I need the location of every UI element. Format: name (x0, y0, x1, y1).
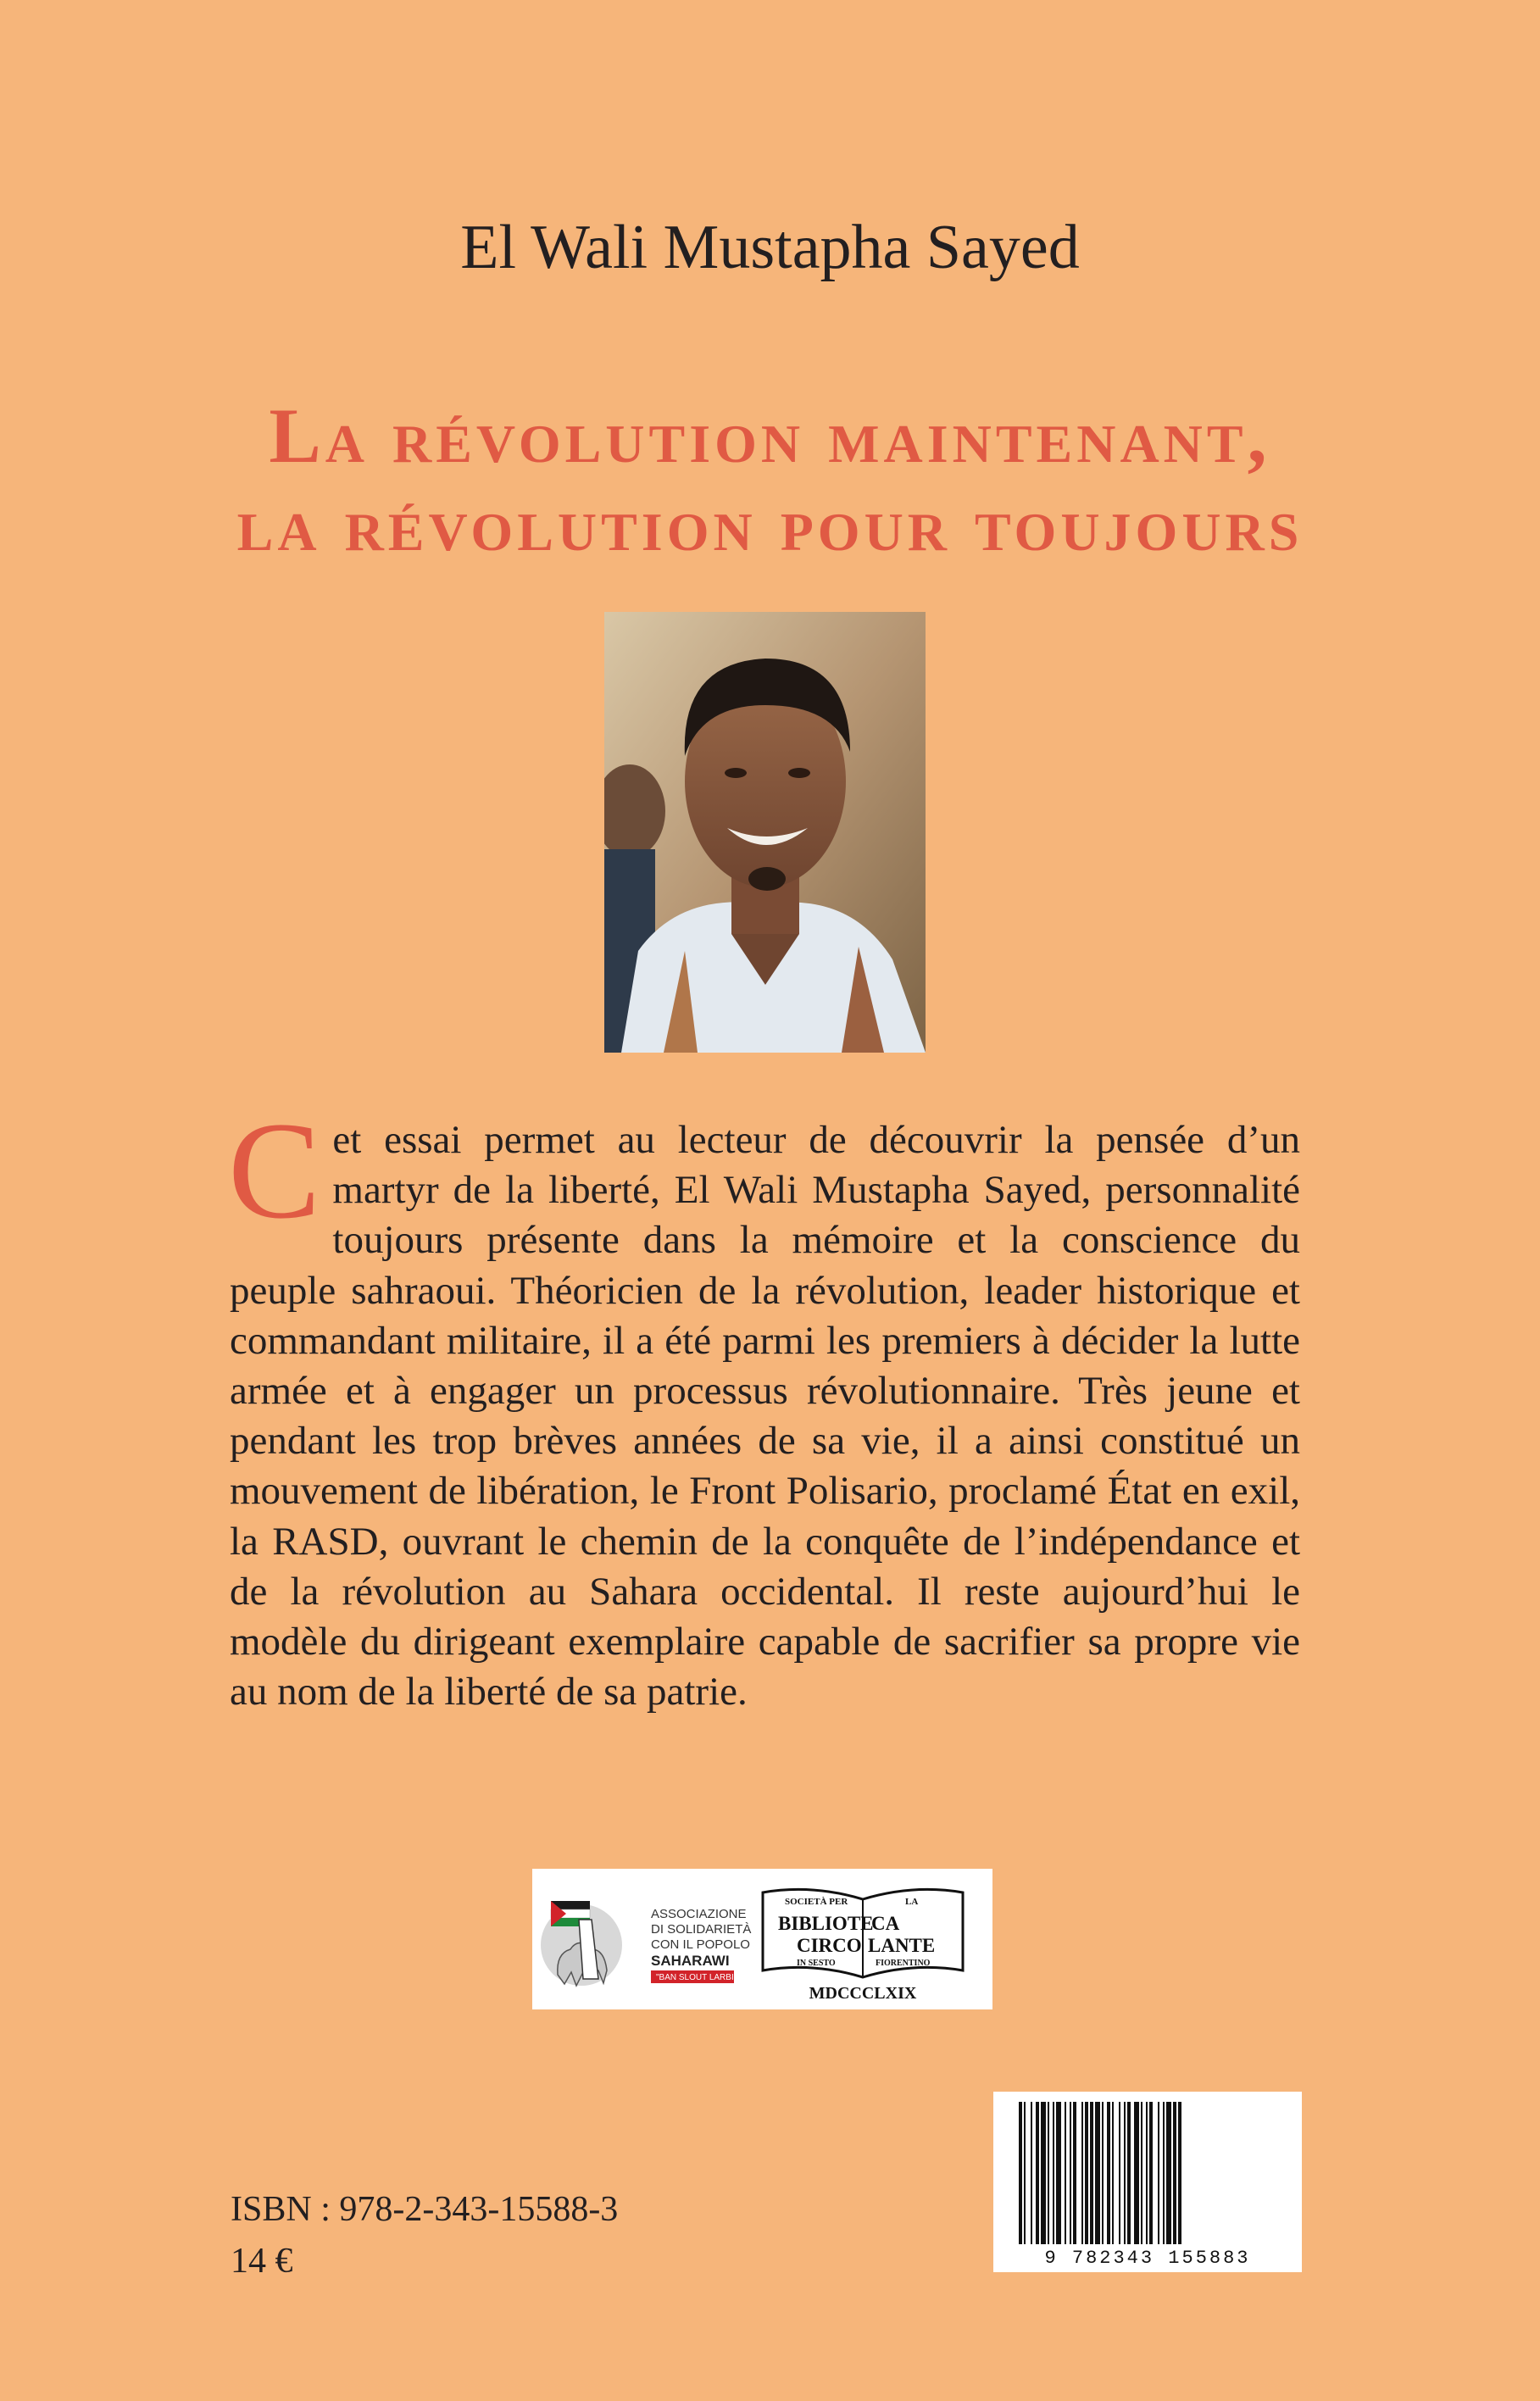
barcode-bar (1031, 2102, 1032, 2244)
barcode-bar (1134, 2102, 1139, 2244)
barcode-bar (1073, 2102, 1076, 2244)
library-main-3: CIRCO (797, 1935, 862, 1956)
svg-text:CON IL POPOLO (651, 1937, 750, 1952)
price: 14 € (231, 2242, 293, 2281)
svg-text:BIBLIOTE (778, 1913, 874, 1934)
barcode-bar (1070, 2102, 1071, 2244)
barcode-bar (1163, 2102, 1165, 2244)
barcode-bar (1024, 2102, 1026, 2244)
svg-text:DI SOLIDARIETÀ (651, 1922, 751, 1937)
svg-text:CA (871, 1913, 900, 1934)
library-bottom-left: IN SESTO (797, 1959, 836, 1968)
svg-text:LANTE (868, 1935, 935, 1956)
barcode-bar (1041, 2102, 1046, 2244)
barcode-bar (1141, 2102, 1142, 2244)
assoc-line-3: CON IL POPOLO (651, 1937, 750, 1952)
barcode-bar (1146, 2102, 1148, 2244)
barcode-bar (1053, 2102, 1054, 2244)
library-year: MDCCCLXIX (809, 1984, 917, 2003)
svg-text:IN SESTO (797, 1959, 836, 1968)
library-top-left: SOCIETÀ PER (785, 1897, 848, 1907)
svg-text:"BAN SLOUT LARBI" (656, 1973, 737, 1982)
barcode-bar (1112, 2102, 1114, 2244)
svg-text:SAHARAWI (651, 1953, 730, 1969)
back-cover-blurb (228, 1094, 1300, 1717)
isbn: ISBN : 978-2-343-15588-3 (231, 2190, 619, 2229)
association-logo (541, 1901, 751, 1986)
barcode-bar (1056, 2102, 1061, 2244)
svg-text:ASSOCIAZIONE (651, 1907, 747, 1921)
barcode-digits: 9 782343 155883 (1044, 2248, 1251, 2269)
library-main-2: CA (871, 1913, 900, 1934)
barcode-bar (1065, 2102, 1066, 2244)
library-logo (763, 1889, 963, 2003)
assoc-line-1: ASSOCIAZIONE (651, 1907, 747, 1921)
barcode-bar (1036, 2102, 1039, 2244)
barcode-bar (1102, 2102, 1104, 2244)
barcode (993, 2092, 1302, 2272)
library-top-right: LA (905, 1897, 919, 1907)
svg-text:FIORENTINO (876, 1959, 931, 1968)
barcode-bars (1019, 2102, 1181, 2244)
barcode-bar (1149, 2102, 1153, 2244)
barcode-bar (1127, 2102, 1131, 2244)
blurb-text: et essai permet au lecteur de découvrir la pensée d’un martyr de la liberté, El Wali Mustapha Sayed, personnalité toujours présente dans la mémoire et la conscience du peuple sahraoui. Théoricien de la révolution, leader historique et commandant militaire, il a été parmi les premiers à décider la lutte armée et à engager un processus révolutionnaire. Très jeune et pendant les trop brèves années de sa vie, il a ainsi constitué un mouvement de libération, le Front Polisario, proclamé État en exil, la RASD, ouvrant le chemin de la conquête de l’indépendance et de la révolution au Sahara occidental. Il reste aujourd’hui le modèle du dirigeant exemplaire capable de sacrifier sa propre vie au nom de la liberté de sa patrie. (230, 1118, 1300, 1715)
sponsor-logos (532, 1869, 992, 2009)
drop-cap: C (228, 1094, 321, 1248)
library-bottom-right: FIORENTINO (876, 1959, 931, 1968)
book-title-line-2: la révolution pour toujours (236, 481, 1304, 567)
svg-text:9 782343 155883 (1044, 2248, 1250, 2269)
assoc-line-4: SAHARAWI (651, 1953, 730, 1969)
barcode-bar (1124, 2102, 1126, 2244)
barcode-bar (1158, 2102, 1159, 2244)
library-main-1: BIBLIOTE (778, 1913, 874, 1934)
assoc-line-2: DI SOLIDARIETÀ (651, 1922, 752, 1937)
barcode-bar (1166, 2102, 1171, 2244)
svg-text:SOCIETÀ PER (785, 1897, 848, 1907)
svg-text:CIRCO (797, 1935, 862, 1956)
barcode-bar (1095, 2102, 1100, 2244)
author-name: El Wali Mustapha Sayed (460, 213, 1080, 282)
barcode-bar (1178, 2102, 1181, 2244)
barcode-bar (1173, 2102, 1176, 2244)
assoc-tag: "BAN SLOUT LARBI" (656, 1973, 737, 1982)
svg-text:MDCCCLXIX (809, 1984, 917, 2003)
author-photo (604, 612, 926, 1053)
barcode-bar (1048, 2102, 1049, 2244)
svg-text:LA (905, 1897, 918, 1907)
barcode-bar (1085, 2102, 1088, 2244)
barcode-bar (1090, 2102, 1093, 2244)
barcode-bar (1107, 2102, 1110, 2244)
barcode-bar (1081, 2102, 1083, 2244)
barcode-bar (1019, 2102, 1022, 2244)
book-title-line-1: La révolution maintenant, (269, 392, 1271, 479)
barcode-bar (1119, 2102, 1120, 2244)
library-main-4: LANTE (868, 1935, 936, 1956)
